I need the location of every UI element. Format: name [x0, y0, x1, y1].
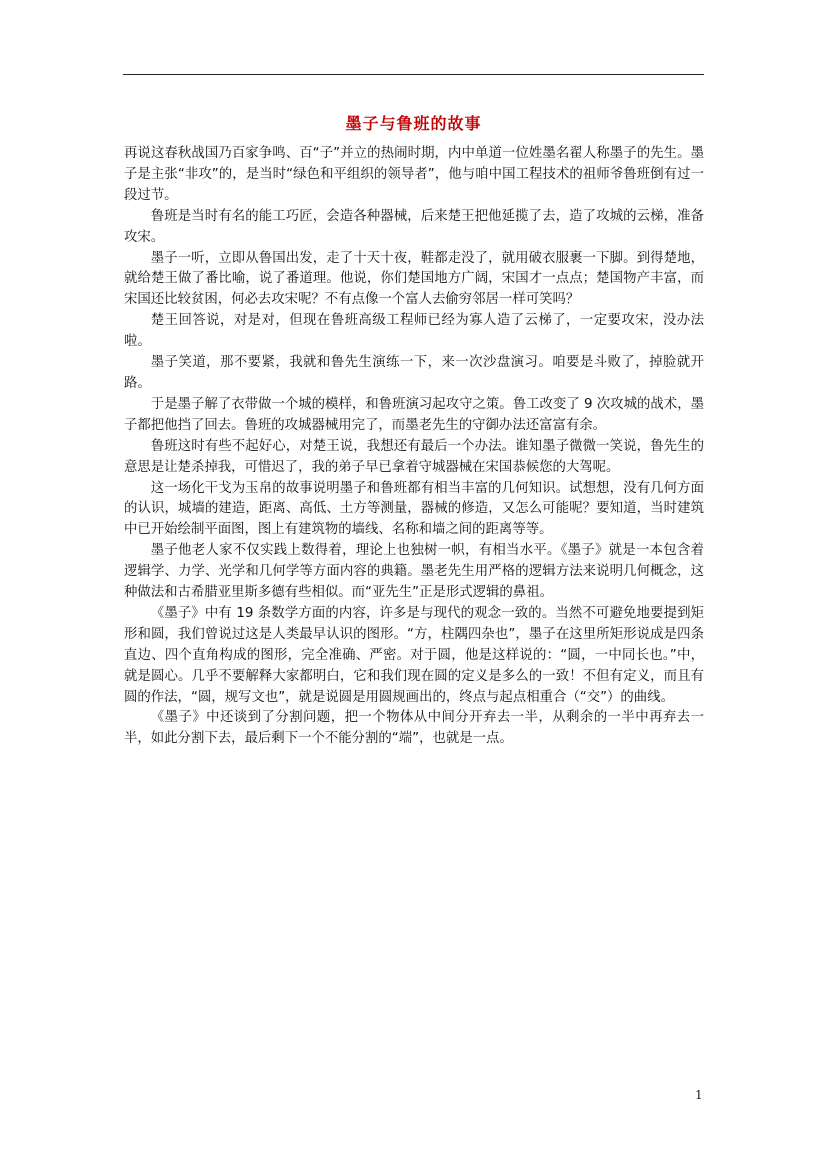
paragraph-7: 鲁班这时有些不起好心，对楚王说，我想还有最后一个办法。谁知墨子微微一笑说，鲁先生的意思是让楚杀掉我，可惜迟了，我的弟子早已拿着守城器械在宋国恭候您的大驾呢。 [124, 438, 704, 475]
document-title: 墨子与鲁班的故事 [345, 114, 482, 133]
header-rule [123, 74, 704, 75]
paragraph-6: 于是墨子解了衣带做一个城的模样，和鲁班演习起攻守之策。鲁工改变了 9 次攻城的战术，墨子都把他挡了回去。鲁班的攻城器械用完了，而墨老先生的守御办法还富富有余。 [124, 396, 704, 433]
paragraph-11: 《墨子》中还谈到了分割问题，把一个物体从中间分开弃去一半，从剩余的一半中再弃去一半，如此分割下去，最后剩下一个不能分割的“端”，也就是一点。 [124, 710, 704, 747]
paragraph-10: 《墨子》中有 19 条数学方面的内容，许多是与现代的观念一致的。当然不可避免地要提到矩形和圆，我们曾说过这是人类最早认识的图形。“方，柱隅四杂也”，墨子在这里所矩形说成是四条直边、四个直角构成的图形，完全准确、严密。对于圆，他是这样说的：“圆，一中同长也。”中，就是圆心。几乎不要解释大家都明白，它和我们现在圆的定义是多么的一致！不但有定义，而且有圆的作法，“圆，规写文也”，就是说圆是用圆规画出的，终点与起点相重合（“交”）的曲线。 [124, 605, 704, 705]
paragraph-1: 再说这春秋战国乃百家争鸣、百“子”并立的热闹时期，内中单道一位姓墨名翟人称墨子的先生。墨子是主张“非攻”的，是当时“绿色和平组织的领导者”，他与咱中国工程技术的祖师爷鲁班倒有过一段过节。 [124, 146, 704, 203]
paragraph-2: 鲁班是当时有名的能工巧匠，会造各种器械，后来楚王把他延揽了去，造了攻城的云梯，准备攻宋。 [124, 208, 704, 245]
paragraph-3: 墨子一听，立即从鲁国出发，走了十天十夜，鞋都走没了，就用破衣服裹一下脚。到得楚地，就给楚王做了番比喻，说了番道理。他说，你们楚国地方广阔，宋国才一点点；楚国物产丰富，而宋国还比较贫困，何必去攻宋呢？不有点像一个富人去偷穷邻居一样可笑吗？ [124, 250, 704, 308]
document-body [124, 144, 704, 750]
paragraph-5: 墨子笑道，那不要紧，我就和鲁先生演练一下，来一次沙盘演习。咱要是斗败了，掉脸就开路。 [124, 355, 704, 391]
page-number: 1 [695, 1088, 703, 1102]
paragraph-8: 这一场化干戈为玉帛的故事说明墨子和鲁班都有相当丰富的几何知识。试想想，没有几何方面的认识，城墙的建造，距离、高低、土方等测量，器械的修造，又怎么可能呢？要知道，当时建筑中已开始绘制平面图，图上有建筑物的墙线、名称和墙之间的距离等等。 [124, 480, 704, 538]
paragraph-4: 楚王回答说，对是对，但现在鲁班高级工程师已经为寡人造了云梯了，一定要攻宋，没办法啦。 [124, 313, 704, 350]
paragraph-9: 墨子他老人家不仅实践上数得着，理论上也独树一帜，有相当水平。《墨子》就是一本包含着逻辑学、力学、光学和几何学等方面内容的典籍。墨老先生用严格的逻辑方法来说明几何概念，这种做法和古希腊亚里斯多德有些相似。而“亚先生”正是形式逻辑的鼻祖。 [124, 543, 704, 601]
